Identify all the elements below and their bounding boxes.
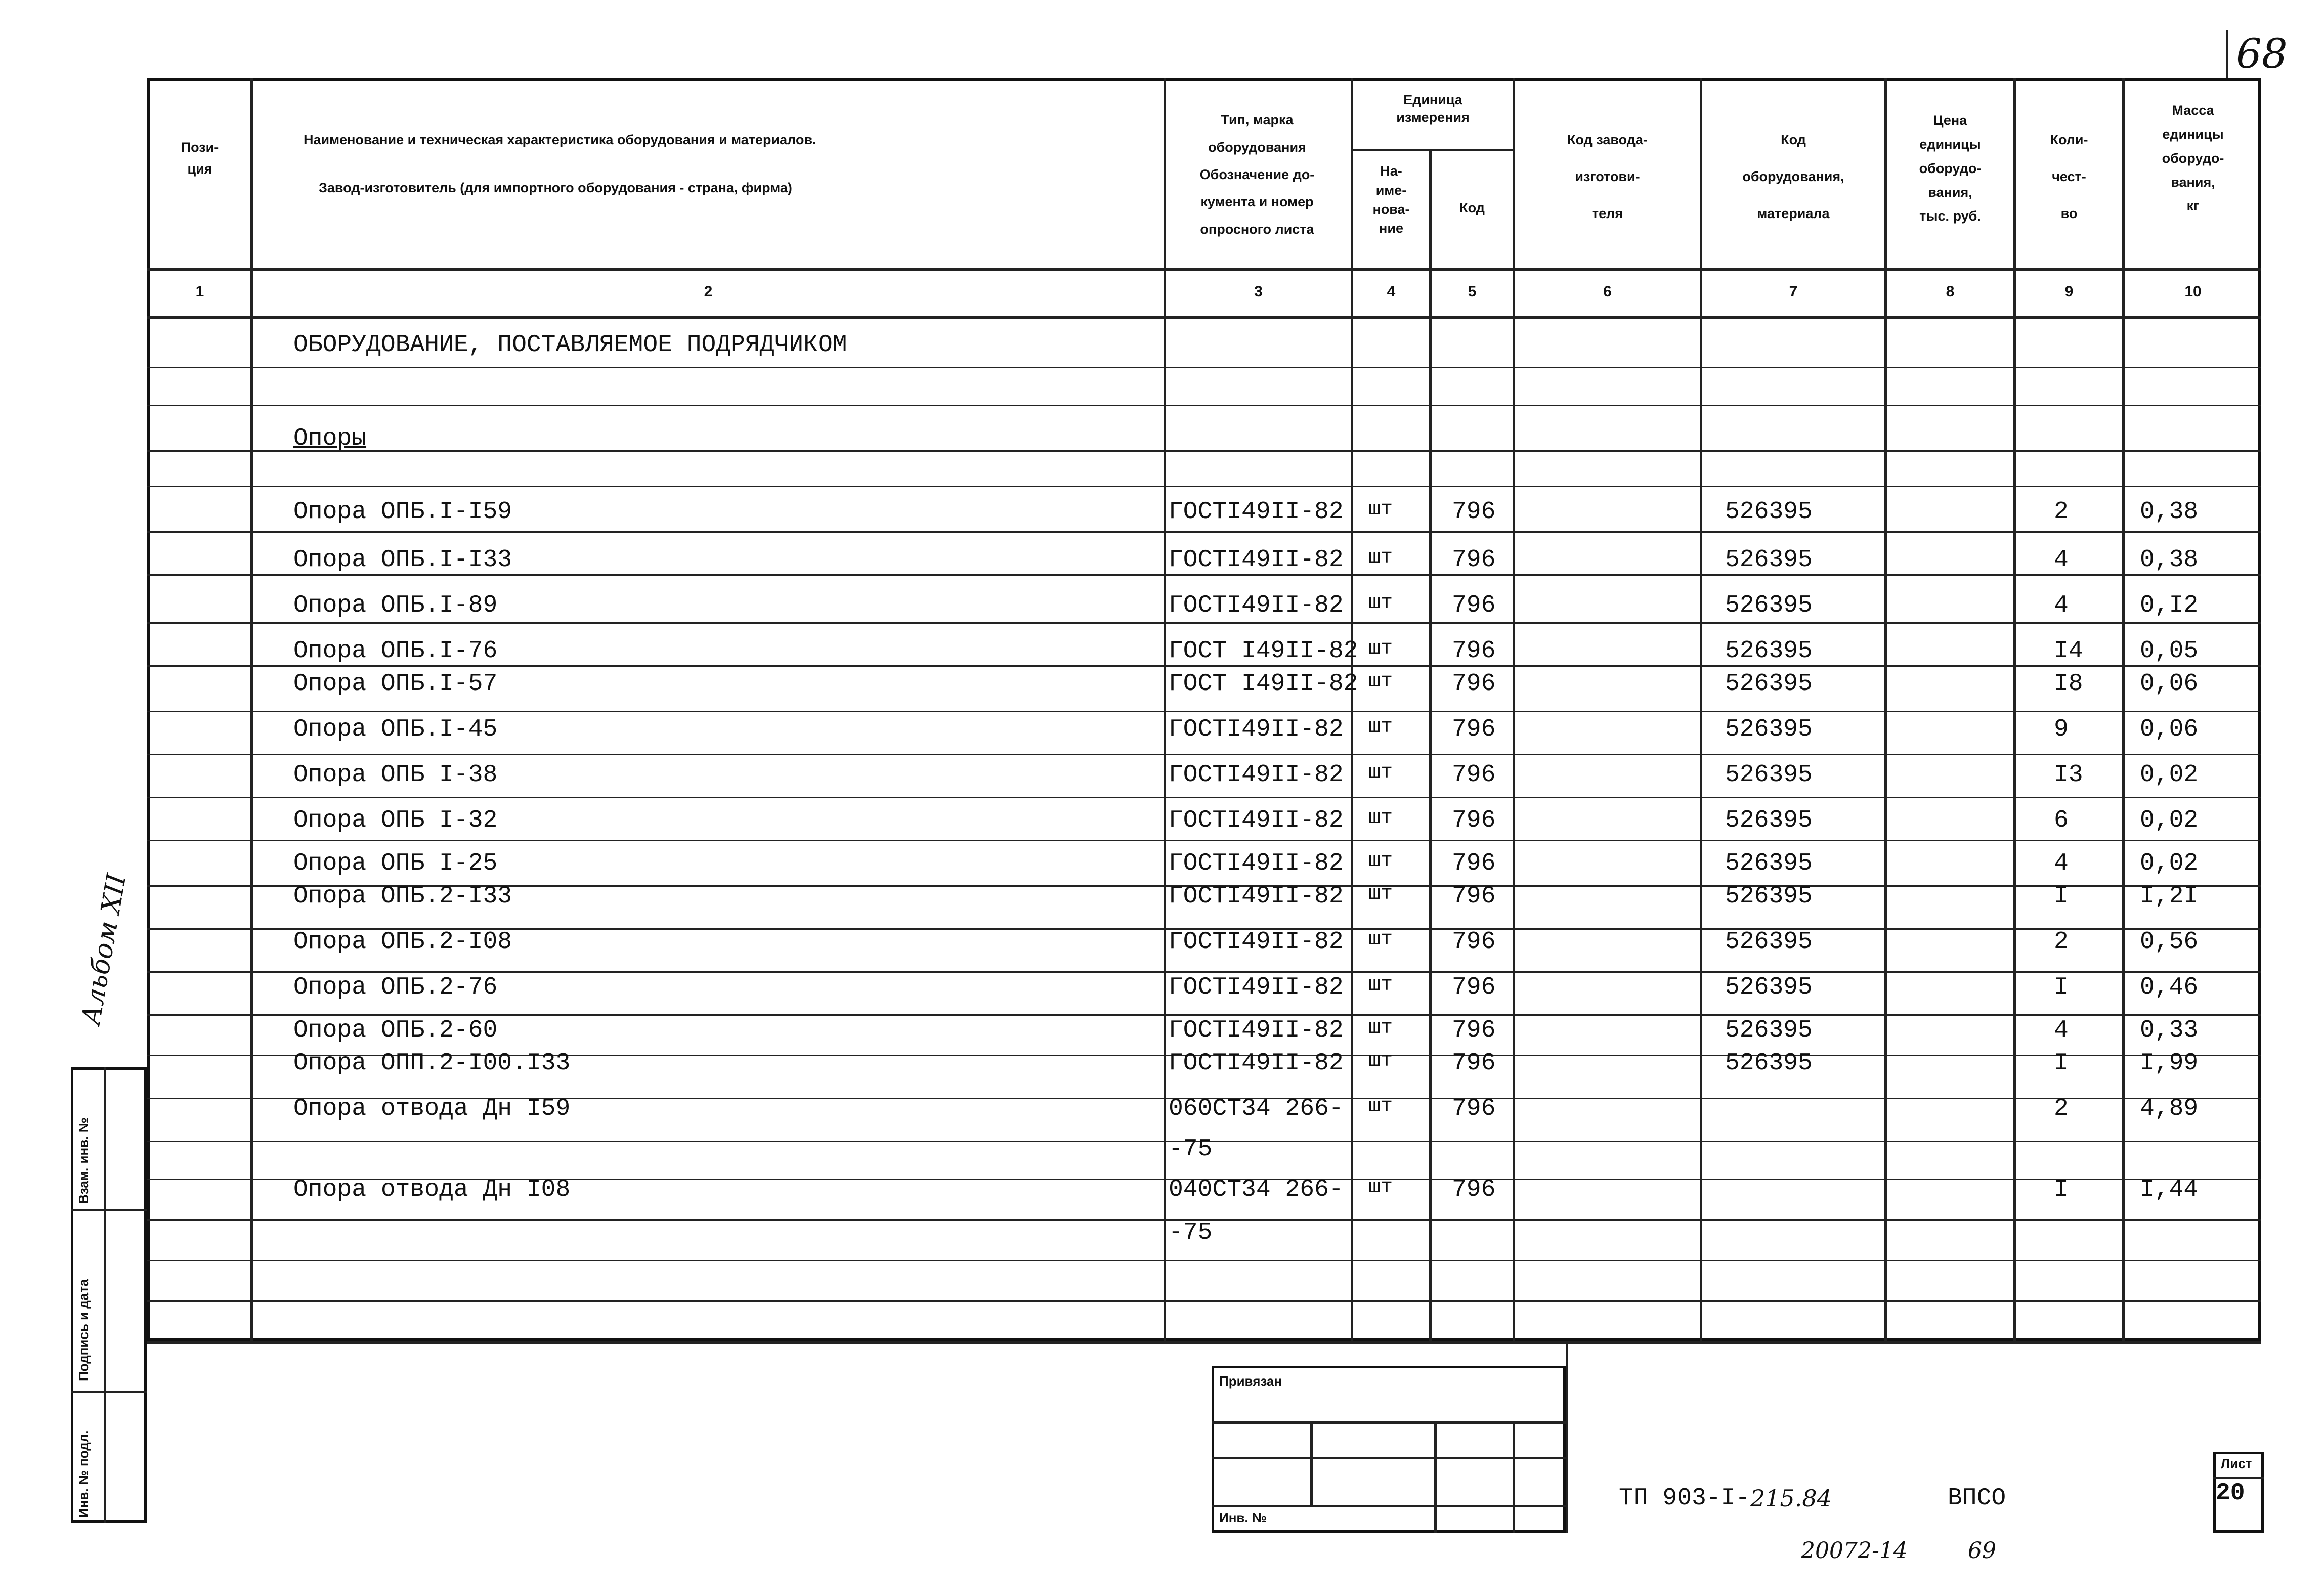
body-rule-line <box>147 840 2261 841</box>
cell-mass: 0,38 <box>2140 546 2199 574</box>
handwritten-page-number: 68 <box>2236 30 2288 77</box>
cell-qty: I <box>2054 974 2069 1001</box>
cell-qty: I <box>2054 1176 2069 1203</box>
cell-code: 796 <box>1452 637 1496 665</box>
cell-code: 796 <box>1452 928 1496 956</box>
cell-unit: шт <box>1368 807 1393 830</box>
cell-name: Опора ОПБ I-38 <box>293 761 498 789</box>
cell-eq-code: 526395 <box>1725 1017 1813 1044</box>
cell-code: 796 <box>1452 807 1496 834</box>
colnum-3: 3 <box>1254 283 1263 300</box>
cell-doc: ГОСТI49II-82 <box>1169 850 1344 877</box>
footer-handwritten: 20072-14 <box>1801 1538 1908 1564</box>
cell-eq-code: 526395 <box>1725 592 1813 619</box>
col-sep-9 <box>2122 78 2125 1341</box>
body-rule-line <box>147 754 2261 755</box>
body-rule-line <box>147 665 2261 667</box>
header-quantity: Коли- чест- во <box>2050 132 2088 221</box>
header-unit-code: Код <box>1459 200 1485 215</box>
colnum-2: 2 <box>704 283 713 300</box>
cell-name: Опора ОПБ.2-60 <box>293 1017 498 1044</box>
body-rule-line <box>147 1260 2261 1261</box>
colnum-5: 5 <box>1468 283 1477 300</box>
cell-code: 796 <box>1452 498 1496 526</box>
header-type: Тип, марка оборудования Обозначение до- кумента и номер опросного листа <box>1199 112 1315 237</box>
cell-doc: ГОСТI49II-82 <box>1169 592 1344 619</box>
col-sep-7 <box>1884 78 1887 1341</box>
subsection-title: Опоры <box>293 425 367 452</box>
header-name-line1: Наименование и техническая характеристика оборудования и материалов. <box>304 132 816 147</box>
cell-doc: 040СТ34 266- <box>1169 1176 1344 1203</box>
bind-vline-2 <box>1434 1421 1437 1533</box>
cell-qty: 6 <box>2054 807 2069 834</box>
cell-unit: шт <box>1368 761 1393 784</box>
cell-code: 796 <box>1452 1095 1496 1123</box>
cell-code: 796 <box>1452 974 1496 1001</box>
side-inv-vzam: Взам. инв. № <box>76 1117 91 1204</box>
header-plant-code: Код завода- изготови- теля <box>1567 132 1648 221</box>
cell-qty: 2 <box>2054 928 2069 956</box>
cell-unit: шт <box>1368 637 1393 660</box>
header-mass: Масса единицы оборудо- вания, кг <box>2162 103 2224 213</box>
cell-code: 796 <box>1452 546 1496 574</box>
cell-mass: I,44 <box>2140 1176 2199 1203</box>
body-rule-line <box>147 574 2261 576</box>
cell-name: Опора ОПБ.I-45 <box>293 716 498 743</box>
bind-vline-3 <box>1513 1421 1515 1533</box>
cell-qty: 2 <box>2054 1095 2069 1123</box>
cell-name: Опора отвода Дн I59 <box>293 1095 571 1123</box>
body-rule-line <box>147 797 2261 798</box>
cell-unit: шт <box>1368 1017 1393 1040</box>
cell-name: Опора ОПБ I-32 <box>293 807 498 834</box>
cell-unit: шт <box>1368 850 1393 873</box>
cell-unit: шт <box>1368 716 1393 739</box>
cell-mass: 0,02 <box>2140 807 2199 834</box>
cell-code: 796 <box>1452 1176 1496 1203</box>
cell-unit: шт <box>1368 1050 1393 1072</box>
sheet-number: 20 <box>2216 1480 2245 1507</box>
colnum-1: 1 <box>195 283 204 300</box>
header-price: Цена единицы оборудо- вания, тыс. руб. <box>1919 113 1982 224</box>
cell-name: Опора ОПБ.I-89 <box>293 592 498 619</box>
cell-name: Опора ОПБ I-25 <box>293 850 498 877</box>
col-sep-5 <box>1513 78 1515 1341</box>
cell-unit: шт <box>1368 592 1393 615</box>
cell-qty: 4 <box>2054 592 2069 619</box>
cell-qty: 4 <box>2054 850 2069 877</box>
cell-qty: I <box>2054 1050 2069 1077</box>
body-rule-line <box>147 711 2261 712</box>
header-unit-group: Единица измерения <box>1396 92 1470 125</box>
cell-eq-code: 526395 <box>1725 498 1813 526</box>
cell-doc: 060СТ34 266- <box>1169 1095 1344 1123</box>
page-number-tick <box>2226 30 2228 81</box>
col-sep-3 <box>1351 78 1353 1341</box>
footer-handwritten-2: 69 <box>1968 1538 1996 1564</box>
cell-mass: 0,46 <box>2140 974 2199 1001</box>
body-rule-line <box>147 971 2261 973</box>
cell-mass: 0,06 <box>2140 716 2199 743</box>
table-bottom-line <box>147 1341 2261 1344</box>
cell-doc: -75 <box>1169 1219 1213 1246</box>
cell-mass: 0,05 <box>2140 637 2199 665</box>
cell-mass: I,99 <box>2140 1050 2199 1077</box>
body-rule-line <box>147 405 2261 406</box>
cell-qty: 4 <box>2054 1017 2069 1044</box>
cell-eq-code: 526395 <box>1725 637 1813 665</box>
cell-doc: ГОСТI49II-82 <box>1169 1017 1344 1044</box>
cell-unit: шт <box>1368 974 1393 997</box>
side-stamp-inner <box>104 1067 106 1523</box>
cell-unit: шт <box>1368 1176 1393 1199</box>
header-bottom-line <box>147 268 2261 271</box>
cell-eq-code: 526395 <box>1725 670 1813 698</box>
cell-mass: 0,06 <box>2140 670 2199 698</box>
cell-eq-code: 526395 <box>1725 807 1813 834</box>
title-block-left <box>1566 1341 1568 1533</box>
bind-title: Привязан <box>1219 1373 1282 1389</box>
colnum-6: 6 <box>1603 283 1612 300</box>
cell-mass: 0,02 <box>2140 850 2199 877</box>
cell-name: Опора ОПП.2-I00.I33 <box>293 1050 571 1077</box>
cell-doc: ГОСТI49II-82 <box>1169 546 1344 574</box>
colnum-10: 10 <box>2184 283 2202 300</box>
cell-eq-code: 526395 <box>1725 883 1813 910</box>
sheet-box-sep <box>2213 1477 2264 1479</box>
cell-eq-code: 526395 <box>1725 928 1813 956</box>
side-album: Альбом XII <box>76 871 133 1027</box>
body-rule-line <box>147 622 2261 624</box>
cell-qty: 2 <box>2054 498 2069 526</box>
body-rule-line <box>147 531 2261 533</box>
cell-unit: шт <box>1368 1095 1393 1118</box>
cell-doc: ГОСТI49II-82 <box>1169 498 1344 526</box>
col-sep-4 <box>1429 149 1432 1341</box>
cell-qty: I3 <box>2054 761 2083 789</box>
cell-name: Опора ОПБ.2-I33 <box>293 883 512 910</box>
cell-name: Опора ОПБ.I-76 <box>293 637 498 665</box>
body-rule-line <box>147 1014 2261 1016</box>
cell-qty: I <box>2054 883 2069 910</box>
body-rule-line <box>147 1300 2261 1302</box>
colnum-4: 4 <box>1387 283 1396 300</box>
cell-doc: ГОСТI49II-82 <box>1169 1050 1344 1077</box>
side-stamp-sep2 <box>71 1391 147 1393</box>
cell-doc: ГОСТ I49II-82 <box>1169 670 1358 698</box>
cell-doc: -75 <box>1169 1136 1213 1163</box>
cell-qty: 4 <box>2054 546 2069 574</box>
cell-doc: ГОСТ I49II-82 <box>1169 637 1358 665</box>
bind-inv: Инв. № <box>1219 1510 1267 1525</box>
cell-code: 796 <box>1452 1017 1496 1044</box>
cell-name: Опора отвода Дн I08 <box>293 1176 571 1203</box>
cell-doc: ГОСТI49II-82 <box>1169 716 1344 743</box>
doc-code-handwritten: 215.84 <box>1750 1485 1832 1512</box>
header-equipment-code: Код оборудования, материала <box>1742 132 1844 221</box>
header-unit-name: На- име- нова- ние <box>1372 163 1410 236</box>
cell-eq-code: 526395 <box>1725 974 1813 1001</box>
cell-mass: I,2I <box>2140 883 2199 910</box>
cell-eq-code: 526395 <box>1725 761 1813 789</box>
cell-code: 796 <box>1452 1050 1496 1077</box>
cell-mass: 0,I2 <box>2140 592 2199 619</box>
cell-unit: шт <box>1368 546 1393 569</box>
side-sign-date: Подпись и дата <box>76 1279 91 1381</box>
cell-doc: ГОСТI49II-82 <box>1169 761 1344 789</box>
header-position: Пози- ция <box>181 140 219 177</box>
cell-mass: 4,89 <box>2140 1095 2199 1123</box>
section-title: ОБОРУДОВАНИЕ, ПОСТАВЛЯЕМОЕ ПОДРЯДЧИКОМ <box>293 331 847 359</box>
cell-eq-code: 526395 <box>1725 1050 1813 1077</box>
cell-name: Опора ОПБ.2-I08 <box>293 928 512 956</box>
cell-code: 796 <box>1452 716 1496 743</box>
colnum-9: 9 <box>2064 283 2074 300</box>
header-name-line2: Завод-изготовитель (для импортного оборудования - страна, фирма) <box>319 180 792 195</box>
side-inv-podl: Инв. № подл. <box>76 1430 91 1518</box>
colnum-bottom-line <box>147 316 2261 319</box>
doc-code: ТП 903-I- <box>1619 1485 1750 1512</box>
body-rule-line <box>147 486 2261 487</box>
cell-qty: 9 <box>2054 716 2069 743</box>
doc-mark: ВПСО <box>1948 1485 2006 1512</box>
cell-unit: шт <box>1368 928 1393 951</box>
cell-doc: ГОСТI49II-82 <box>1169 883 1344 910</box>
colnum-8: 8 <box>1946 283 1955 300</box>
cell-mass: 0,02 <box>2140 761 2199 789</box>
cell-eq-code: 526395 <box>1725 546 1813 574</box>
side-stamp-sep1 <box>71 1209 147 1211</box>
cell-mass: 0,38 <box>2140 498 2199 526</box>
cell-mass: 0,33 <box>2140 1017 2199 1044</box>
col-sep-8 <box>2013 78 2016 1341</box>
body-rule-line <box>147 450 2261 452</box>
colnum-7: 7 <box>1789 283 1798 300</box>
cell-code: 796 <box>1452 850 1496 877</box>
cell-code: 796 <box>1452 761 1496 789</box>
cell-qty: I4 <box>2054 637 2083 665</box>
cell-unit: шт <box>1368 498 1393 521</box>
cell-code: 796 <box>1452 592 1496 619</box>
cell-eq-code: 526395 <box>1725 850 1813 877</box>
cell-name: Опора ОПБ.2-76 <box>293 974 498 1001</box>
col-sep-6 <box>1700 78 1702 1341</box>
cell-qty: I8 <box>2054 670 2083 698</box>
cell-eq-code: 526395 <box>1725 716 1813 743</box>
cell-doc: ГОСТI49II-82 <box>1169 928 1344 956</box>
col-sep-2 <box>1164 78 1166 1341</box>
bind-vline-1 <box>1310 1421 1313 1505</box>
cell-unit: шт <box>1368 670 1393 693</box>
cell-name: Опора ОПБ.I-57 <box>293 670 498 698</box>
cell-doc: ГОСТI49II-82 <box>1169 974 1344 1001</box>
cell-unit: шт <box>1368 883 1393 906</box>
col-sep-1 <box>250 78 253 1341</box>
sheet-label: Лист <box>2221 1456 2252 1471</box>
cell-name: Опора ОПБ.I-I33 <box>293 546 512 574</box>
cell-name: Опора ОПБ.I-I59 <box>293 498 512 526</box>
body-rule-line <box>147 367 2261 368</box>
cell-code: 796 <box>1452 670 1496 698</box>
cell-doc: ГОСТI49II-82 <box>1169 807 1344 834</box>
cell-mass: 0,56 <box>2140 928 2199 956</box>
cell-code: 796 <box>1452 883 1496 910</box>
